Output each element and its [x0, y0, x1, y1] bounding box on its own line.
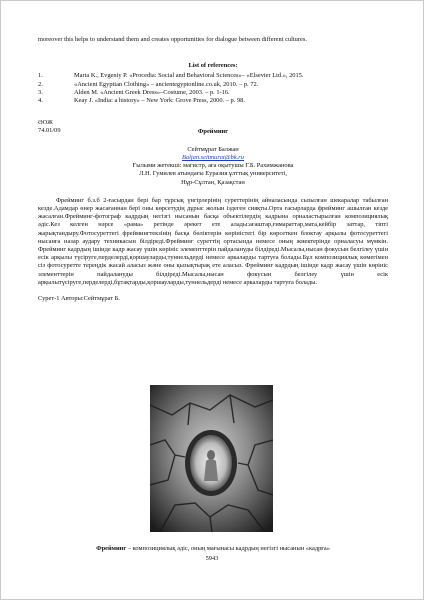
city-line: Нұр-Сұлтан, Қазақстан [181, 178, 245, 186]
reference-item [38, 72, 388, 80]
reference-item [38, 81, 388, 89]
udc-code: 74.01/09 [38, 127, 61, 135]
figure-caption: Сурет-1 Авторы:Сейтмұрат Б. [38, 295, 120, 303]
author-email-link[interactable]: Baljan.seitmurat@bk.ru [182, 154, 244, 162]
document-content [38, 36, 388, 303]
reference-text: Alden M. «Ancient Greek Dress»–Costume, 2003. – p. 1-16. [74, 88, 230, 96]
bottom-caption-term: Фрейминг [96, 545, 127, 552]
reference-number: 2. [38, 80, 43, 88]
body-paragraph: Фрейминг б.з.б 2-ғасырдан бері бар тұрсық үнгірлерінің суреттерінің айналасында сызылған шекаралар табылған кезде.Адамдар өнер жасағаннан бері оны көрсетудің дұрыс жолын іздеген сияқты.Орта ғасырларда фрейминг ашылған кезде жасалған.Фрейминг-фотограф кадрдың негізгі нысанын басқа объектілердің кадрына орналастырылған композициялық әдіс.Кез келген нәрсе «рама» ретінде әрекет ете алады:ағаштар,ғимараттар,мата,кейбір заттар, тіпті жарықтандыру.Фотосуреттегі фреймингтекзінің басқа бөліктерін көріністегі бір көрсеткен блоктау арқылы фотосуреттегі нысанға назар аудару техникасын білдіреді.Фрейминг суреттің ортасында немесе оның жиектерінде орналасуы мүмкін. Фрейминг кадрдың ішінде кадр жасау үшін көрініс элементтерін пайдалануды білдіреді.Мысалы,нысан фокусын белгілеу үшін есік арқылы түсіруге,перделерді,қоршауларды,туннельдерді немесе аркаларды тартуға болады.Бұл композициялық көмегімен сіз фотосуретте тереңдік жасай аласыз және оны қызықтырақ ете аласыз. Фрейминг кадрдың ішінде кадр жасау үшін көрініс элементтерін пайдалануды білдіреді.Мысалы,нысан фокусын белгілеу үшін есік арқылытүсіруге,перделерді,бұтақтарды,қоршауларды,туннельдерді немесе аркаларды тартуға болады. [38, 196, 388, 286]
intro-paragraph: moreover this helps to understand them and creates opportunities for dialogue between different cultures. [38, 36, 307, 43]
bottom-caption-text: – композициялық әдіс, оның мағынасы кадрдың негізгі нысанын «кадрға» [126, 545, 330, 552]
figure-photo [150, 385, 273, 532]
references-title: List of references: [188, 62, 238, 70]
cracked-earth-frame-image [150, 385, 273, 532]
bottom-caption [38, 545, 388, 553]
reference-item [38, 89, 388, 97]
reference-item [38, 97, 388, 105]
reference-text: Maria K., Evgeniy P. «Procedia: Social and Behavioral Sciences»– «Elsevier Ltd.», 2015. [74, 72, 304, 80]
reference-text: «Ancient Egyptian Clothing» – ancientegyptonline.co.uk, 2010. – p. 72. [74, 80, 259, 88]
udc-label: ӘОЖ [38, 119, 53, 127]
references-list [38, 72, 388, 105]
reference-number: 4. [38, 97, 43, 105]
university-line: Л.Н. Гумилев атындағы Еуразия ұлттық университеті, [139, 170, 287, 178]
author-name: Сейтмұрат Балжан [187, 145, 239, 153]
reference-number: 3. [38, 88, 43, 96]
reference-number: 1. [38, 72, 43, 80]
article-title: Фрейминг [197, 127, 229, 135]
reference-text: Keay J. «India: a history» – New York: Grove Press, 2000. – p. 98. [74, 97, 245, 105]
page-number: 5943 [205, 555, 219, 562]
supervisor-line: Ғылыми жетекші: магистр, аға оқытушы Г.Б. Рахимжанова [132, 162, 294, 170]
